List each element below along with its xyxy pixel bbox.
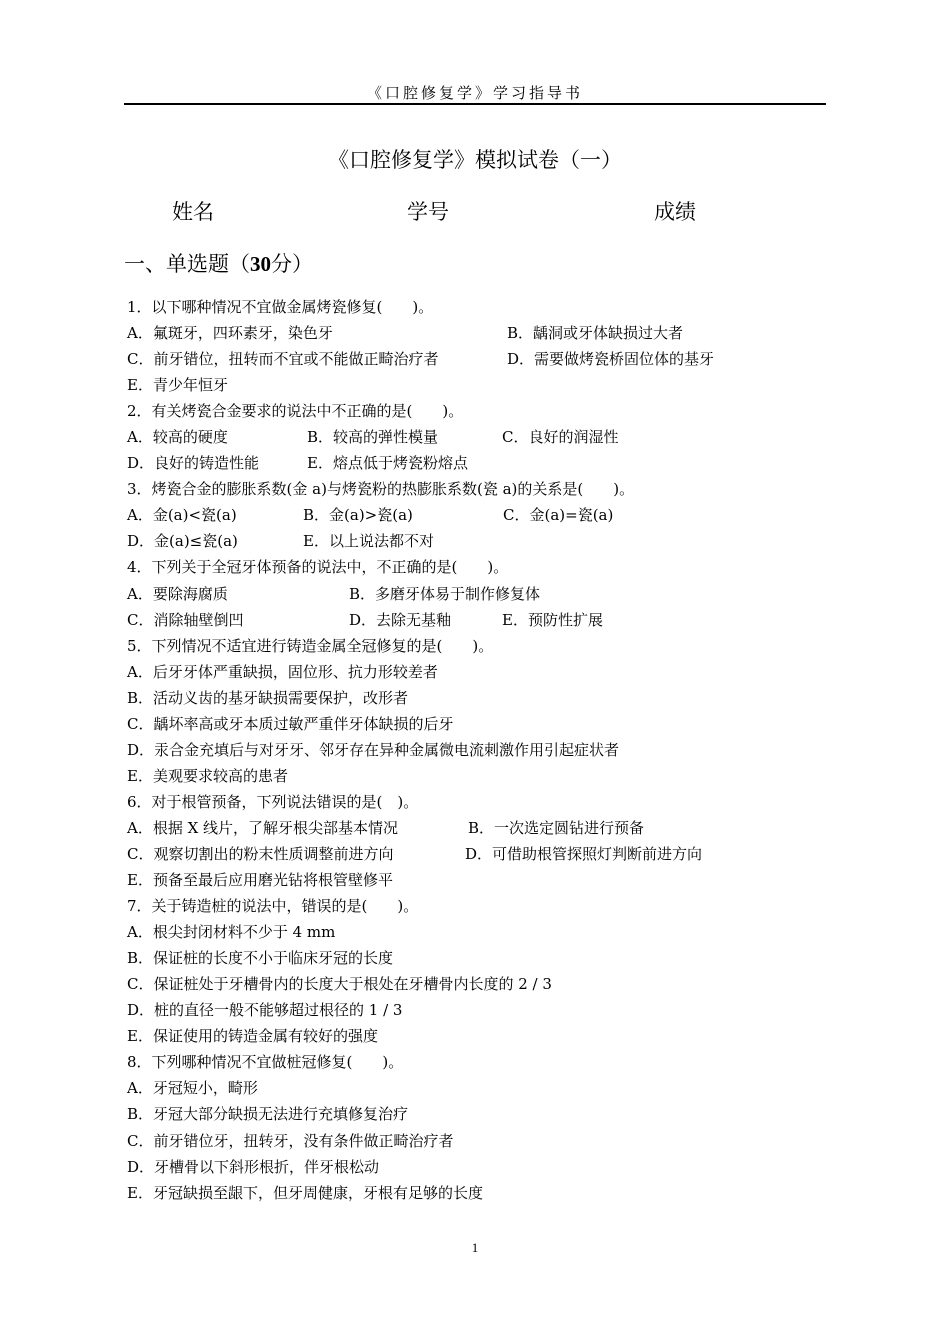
option-text: E．预防性扩展 (502, 610, 603, 629)
question-line (127, 607, 827, 633)
question-text: C．前牙错位牙，扭转牙，没有条件做正畸治疗者 (127, 1131, 454, 1150)
question-text: 7．关于铸造桩的说法中，错误的是( )。 (127, 897, 419, 916)
option-text: E．以上说法都不对 (303, 532, 434, 551)
question-text: 6．对于根管预备，下列说法错误的是( )。 (127, 792, 419, 811)
question-line (127, 737, 827, 763)
question-line (127, 711, 827, 737)
question-line (127, 919, 827, 945)
question-text: 1．以下哪种情况不宜做金属烤瓷修复( )。 (127, 298, 434, 316)
question-text: D．牙槽骨以下斜形根折，伴牙根松动 (127, 1157, 380, 1176)
question-text: A．后牙牙体严重缺损，固位形、抗力形较差者 (127, 662, 438, 681)
question-line (127, 945, 827, 971)
question-text: E．美观要求较高的患者 (127, 766, 288, 785)
question-text: 3．烤瓷合金的膨胀系数(金 a)与烤瓷粉的热膨胀系数(瓷 a)的关系是( )。 (127, 480, 635, 499)
question-line (127, 997, 827, 1023)
option-text: A．较高的硬度 (127, 428, 228, 447)
question-text: E．牙冠缺损至龈下，但牙周健康，牙根有足够的长度 (127, 1183, 483, 1202)
question-line (127, 1128, 827, 1154)
option-text: E．熔点低于烤瓷粉熔点 (307, 454, 468, 473)
question-line (127, 815, 827, 841)
question-text: 4．下列关于全冠牙体预备的说法中，不正确的是( )。 (127, 558, 509, 577)
option-text: C．观察切割出的粉末性质调整前进方向 (127, 844, 394, 863)
name-field-label: 姓名 (172, 200, 214, 224)
option-text: A．要除海腐质 (127, 584, 228, 603)
exam-title: 《口腔修复学》模拟试卷（一） (328, 148, 622, 172)
question-line (127, 294, 827, 320)
question-text: C．龋坏率高或牙本质过敏严重伴牙体缺损的后牙 (127, 714, 454, 733)
option-text: D．金(a)≤瓷(a) (127, 532, 238, 551)
running-header: 《口腔修复学》学习指导书 (366, 84, 583, 102)
option-text: D．可借助根管探照灯判断前进方向 (465, 844, 703, 863)
question-line (127, 685, 827, 711)
option-text: B．龋洞或牙体缺损过大者 (507, 324, 684, 343)
question-line (127, 867, 827, 893)
question-text: D．桩的直径一般不能够超过根径的 1 / 3 (127, 1001, 403, 1020)
question-text: B．保证桩的长度不小于临床牙冠的长度 (127, 949, 394, 968)
question-line (127, 346, 827, 372)
question-list (127, 294, 827, 1206)
option-text: B．较高的弹性模量 (307, 428, 439, 447)
question-line (127, 320, 827, 346)
question-line (127, 893, 827, 919)
question-text: C．保证桩处于牙槽骨内的长度大于根处在牙槽骨内长度的 2 / 3 (127, 975, 552, 994)
question-line (127, 789, 827, 815)
question-line (127, 659, 827, 685)
question-line (127, 581, 827, 607)
question-text: D．汞合金充填后与对牙牙、邻牙存在异种金属微电流刺激作用引起症状者 (127, 740, 620, 759)
question-text: 2．有关烤瓷合金要求的说法中不正确的是( )。 (127, 402, 464, 421)
option-text: B．一次选定圆钻进行预备 (468, 818, 645, 837)
header-rule (124, 103, 826, 105)
question-line (127, 1075, 827, 1101)
question-line (127, 1023, 827, 1049)
question-line (127, 450, 827, 476)
question-line (127, 476, 827, 502)
question-line (127, 1180, 827, 1206)
question-line (127, 424, 827, 450)
question-line (127, 841, 827, 867)
option-text: C．良好的润湿性 (502, 428, 619, 447)
question-text: E．保证使用的铸造金属有较好的强度 (127, 1027, 378, 1046)
question-line (127, 1101, 827, 1127)
question-text: A．牙冠短小，畸形 (127, 1079, 258, 1098)
question-line (127, 763, 827, 789)
question-line (127, 554, 827, 580)
question-line (127, 502, 827, 528)
option-text: C．消除轴壁倒凹 (127, 610, 244, 629)
question-text: B．活动义齿的基牙缺损需要保护，改形者 (127, 688, 409, 707)
question-line (127, 372, 827, 398)
question-text: E．青少年恒牙 (127, 376, 228, 395)
question-line (127, 633, 827, 659)
section-unit: 分） (271, 252, 313, 276)
section-heading (124, 248, 313, 278)
question-line (127, 1049, 827, 1075)
question-line (127, 971, 827, 997)
option-text: A．根据 X 线片，了解牙根尖部基本情况 (127, 818, 399, 837)
question-text: B．牙冠大部分缺损无法进行充填修复治疗 (127, 1105, 409, 1124)
section-points: 30 (250, 252, 271, 276)
option-text: D．需要做烤瓷桥固位体的基牙 (507, 350, 715, 369)
option-text: A．氟斑牙，四环素牙，染色牙 (127, 324, 333, 343)
student-id-field-label: 学号 (407, 200, 449, 224)
question-text: 8．下列哪种情况不宜做桩冠修复( )。 (127, 1053, 404, 1072)
option-text: B．金(a)>瓷(a) (303, 506, 413, 525)
option-text: D．去除无基釉 (349, 610, 452, 629)
question-text: A．根尖封闭材料不少于 4 mm (127, 923, 336, 942)
question-text: 5．下列情况不适宜进行铸造金属全冠修复的是( )。 (127, 636, 494, 655)
option-text: A．金(a)<瓷(a) (127, 506, 237, 525)
option-text: D．良好的铸造性能 (127, 454, 260, 473)
question-line (127, 398, 827, 424)
question-line (127, 1154, 827, 1180)
option-text: C．前牙错位，扭转而不宜或不能做正畸治疗者 (127, 350, 439, 369)
score-field-label: 成绩 (654, 200, 696, 224)
option-text: C．金(a)=瓷(a) (503, 506, 614, 525)
section-label: 一、单选题（ (124, 252, 250, 276)
question-text: E．预备至最后应用磨光钻将根管壁修平 (127, 871, 393, 890)
option-text: B．多磨牙体易于制作修复体 (349, 584, 541, 603)
page-number: 1 (471, 1240, 479, 1255)
question-line (127, 528, 827, 554)
